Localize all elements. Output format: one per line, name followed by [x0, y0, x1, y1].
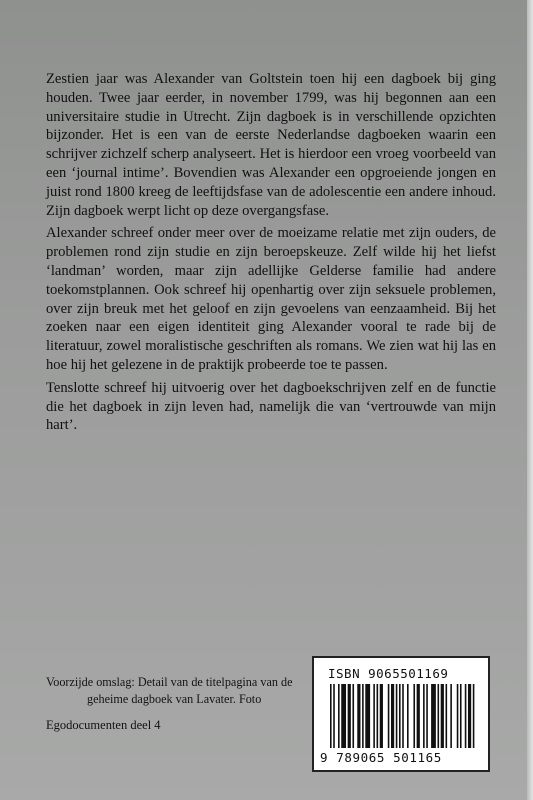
barcode-icon: [330, 684, 476, 748]
isbn-barcode-sticker: [312, 656, 490, 772]
cover-credit-line-1: Voorzijde omslag: Detail van de titelpagina van de: [46, 675, 293, 689]
series-title: Egodocumenten deel 4: [46, 718, 161, 732]
blurb-paragraph-3: Tenslotte schreef hij uitvoerig over het dagboekschrijven zelf en de functie die het dagboek in zijn leven had, namelijk die van ‘vertrouwde van mijn hart’.: [46, 379, 496, 434]
blurb-paragraph-1: Zestien jaar was Alexander van Goltstein toen hij een dagboek bij ging houden. Twee jaar eerder, in november 1799, was hij begonnen aan een universitaire studie in Utrecht. Zijn dagboek is in verschillende opzichten bijzonder. Het is een van de eerste Nederlandse dagboeken waarin een schrijver zichzelf scherp analyseert. Het is hierdoor een vroeg voorbeeld van een ‘journal intime’. Bovendien was Alexander een opgroeiende jongen en juist rond 1800 kreeg de leeftijdsfase van de adolescentie een andere inhoud. Zijn dagboek werpt licht op deze overgangsfase.: [46, 71, 496, 219]
cover-credit-line-2: geheime dagboek van Lavater. Foto: [87, 692, 262, 706]
ean-digits: 9 789065 501165: [320, 750, 442, 765]
cover-credit: [46, 674, 314, 708]
blurb-text: [46, 70, 496, 435]
blurb-paragraph-2: Alexander schreef onder meer over de moeizame relatie met zijn ouders, de problemen rond zijn studie en zijn beroepskeuze. Zelf wilde hij het liefst ‘landman’ worden, maar zijn adellijke Gelderse familie had andere toekomstplannen. Ook schreef hij openhartig over zijn seksuele problemen, over zijn breuk met het geloof en zijn gevoelens van eenzaamheid. Bij het zoeken naar een eigen identiteit ging Alexander vooral te rade bij de literatuur, zowel moralistische geschriften als romans. We zien wat hij las en hoe hij het gelezene in de praktijk probeerde toe te passen.: [46, 225, 496, 373]
page-edge: [527, 0, 533, 800]
isbn-label: ISBN 9065501169: [328, 666, 449, 681]
